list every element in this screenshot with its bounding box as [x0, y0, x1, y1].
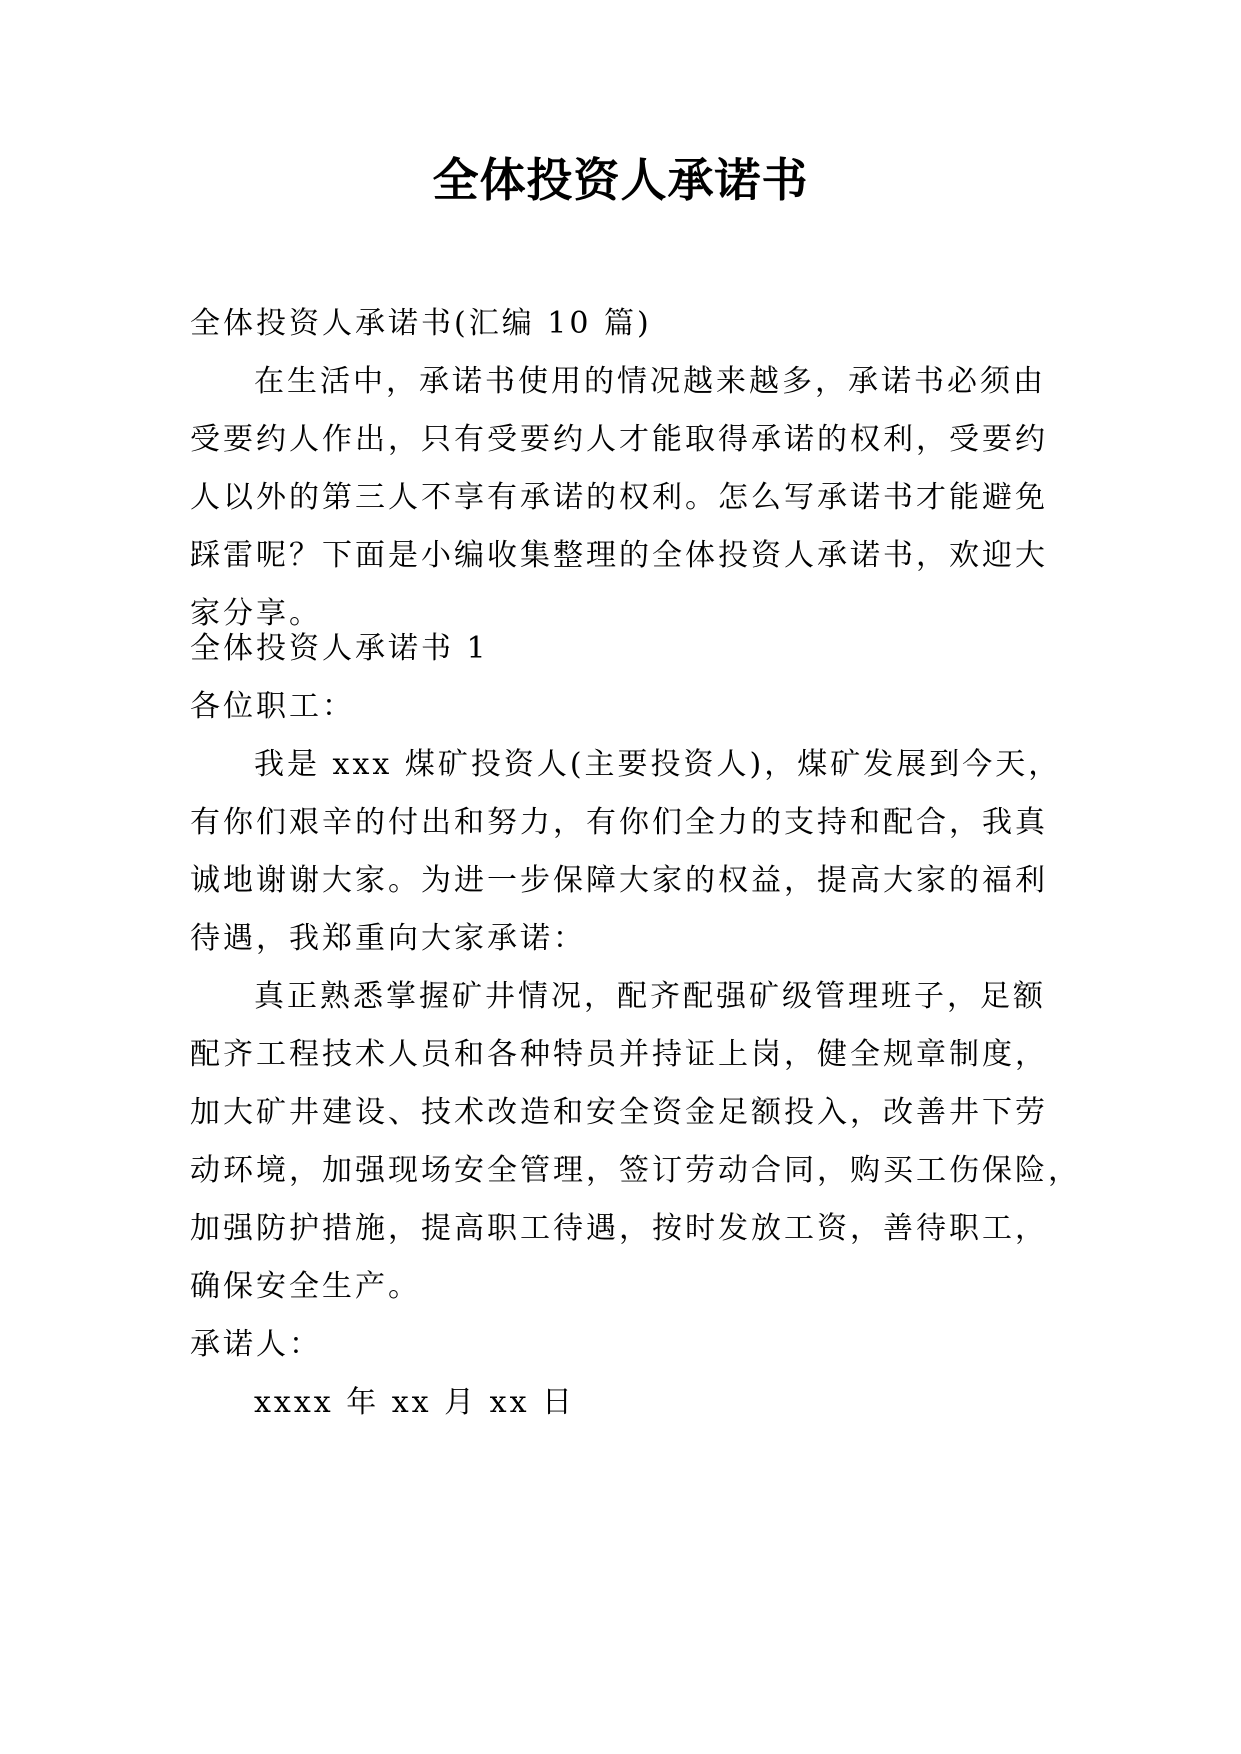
paragraph-line: 确保安全生产。: [190, 1269, 421, 1304]
intro-line: 家分享。: [190, 596, 322, 631]
intro-block: [190, 295, 1070, 643]
paragraph-line: 待遇，我郑重向大家承诺：: [190, 921, 586, 956]
paragraph-line: 诚地谢谢大家。为进一步保障大家的权益，提高大家的福利: [190, 863, 1048, 898]
subtitle: 全体投资人承诺书(汇编 10 篇): [190, 306, 652, 341]
paragraph-line: 真正熟悉掌握矿井情况，配齐配强矿级管理班子，足额: [254, 979, 1046, 1014]
intro-line: 人以外的第三人不享有承诺的权利。怎么写承诺书才能避免: [190, 480, 1048, 515]
signature-date: xxxx 年 xx 月 xx 日: [254, 1385, 576, 1420]
section-heading: 全体投资人承诺书 1: [190, 631, 489, 666]
paragraph-line: 加大矿井建设、技术改造和安全资金足额投入，改善井下劳: [190, 1095, 1048, 1130]
paragraph-line: 我是 xxx 煤矿投资人(主要投资人)，煤矿发展到今天，: [254, 747, 1062, 782]
paragraph-line: 动环境，加强现场安全管理，签订劳动合同，购买工伤保险，: [190, 1153, 1081, 1188]
paragraph-line: 有你们艰辛的付出和努力，有你们全力的支持和配合，我真: [190, 805, 1048, 840]
paragraph-line: 加强防护措施，提高职工待遇，按时发放工资，善待职工，: [190, 1211, 1048, 1246]
section-1: [190, 620, 1081, 1432]
intro-line: 踩雷呢？下面是小编收集整理的全体投资人承诺书，欢迎大: [190, 538, 1048, 573]
signer-label: 承诺人：: [190, 1327, 322, 1362]
document-title: 全体投资人承诺书: [432, 153, 809, 207]
paragraph-line: 配齐工程技术人员和各种特员并持证上岗，健全规章制度，: [190, 1037, 1048, 1072]
salutation: 各位职工：: [190, 689, 355, 724]
intro-line: 在生活中，承诺书使用的情况越来越多，承诺书必须由: [254, 364, 1046, 399]
intro-line: 受要约人作出，只有受要约人才能取得承诺的权利，受要约: [190, 422, 1048, 457]
